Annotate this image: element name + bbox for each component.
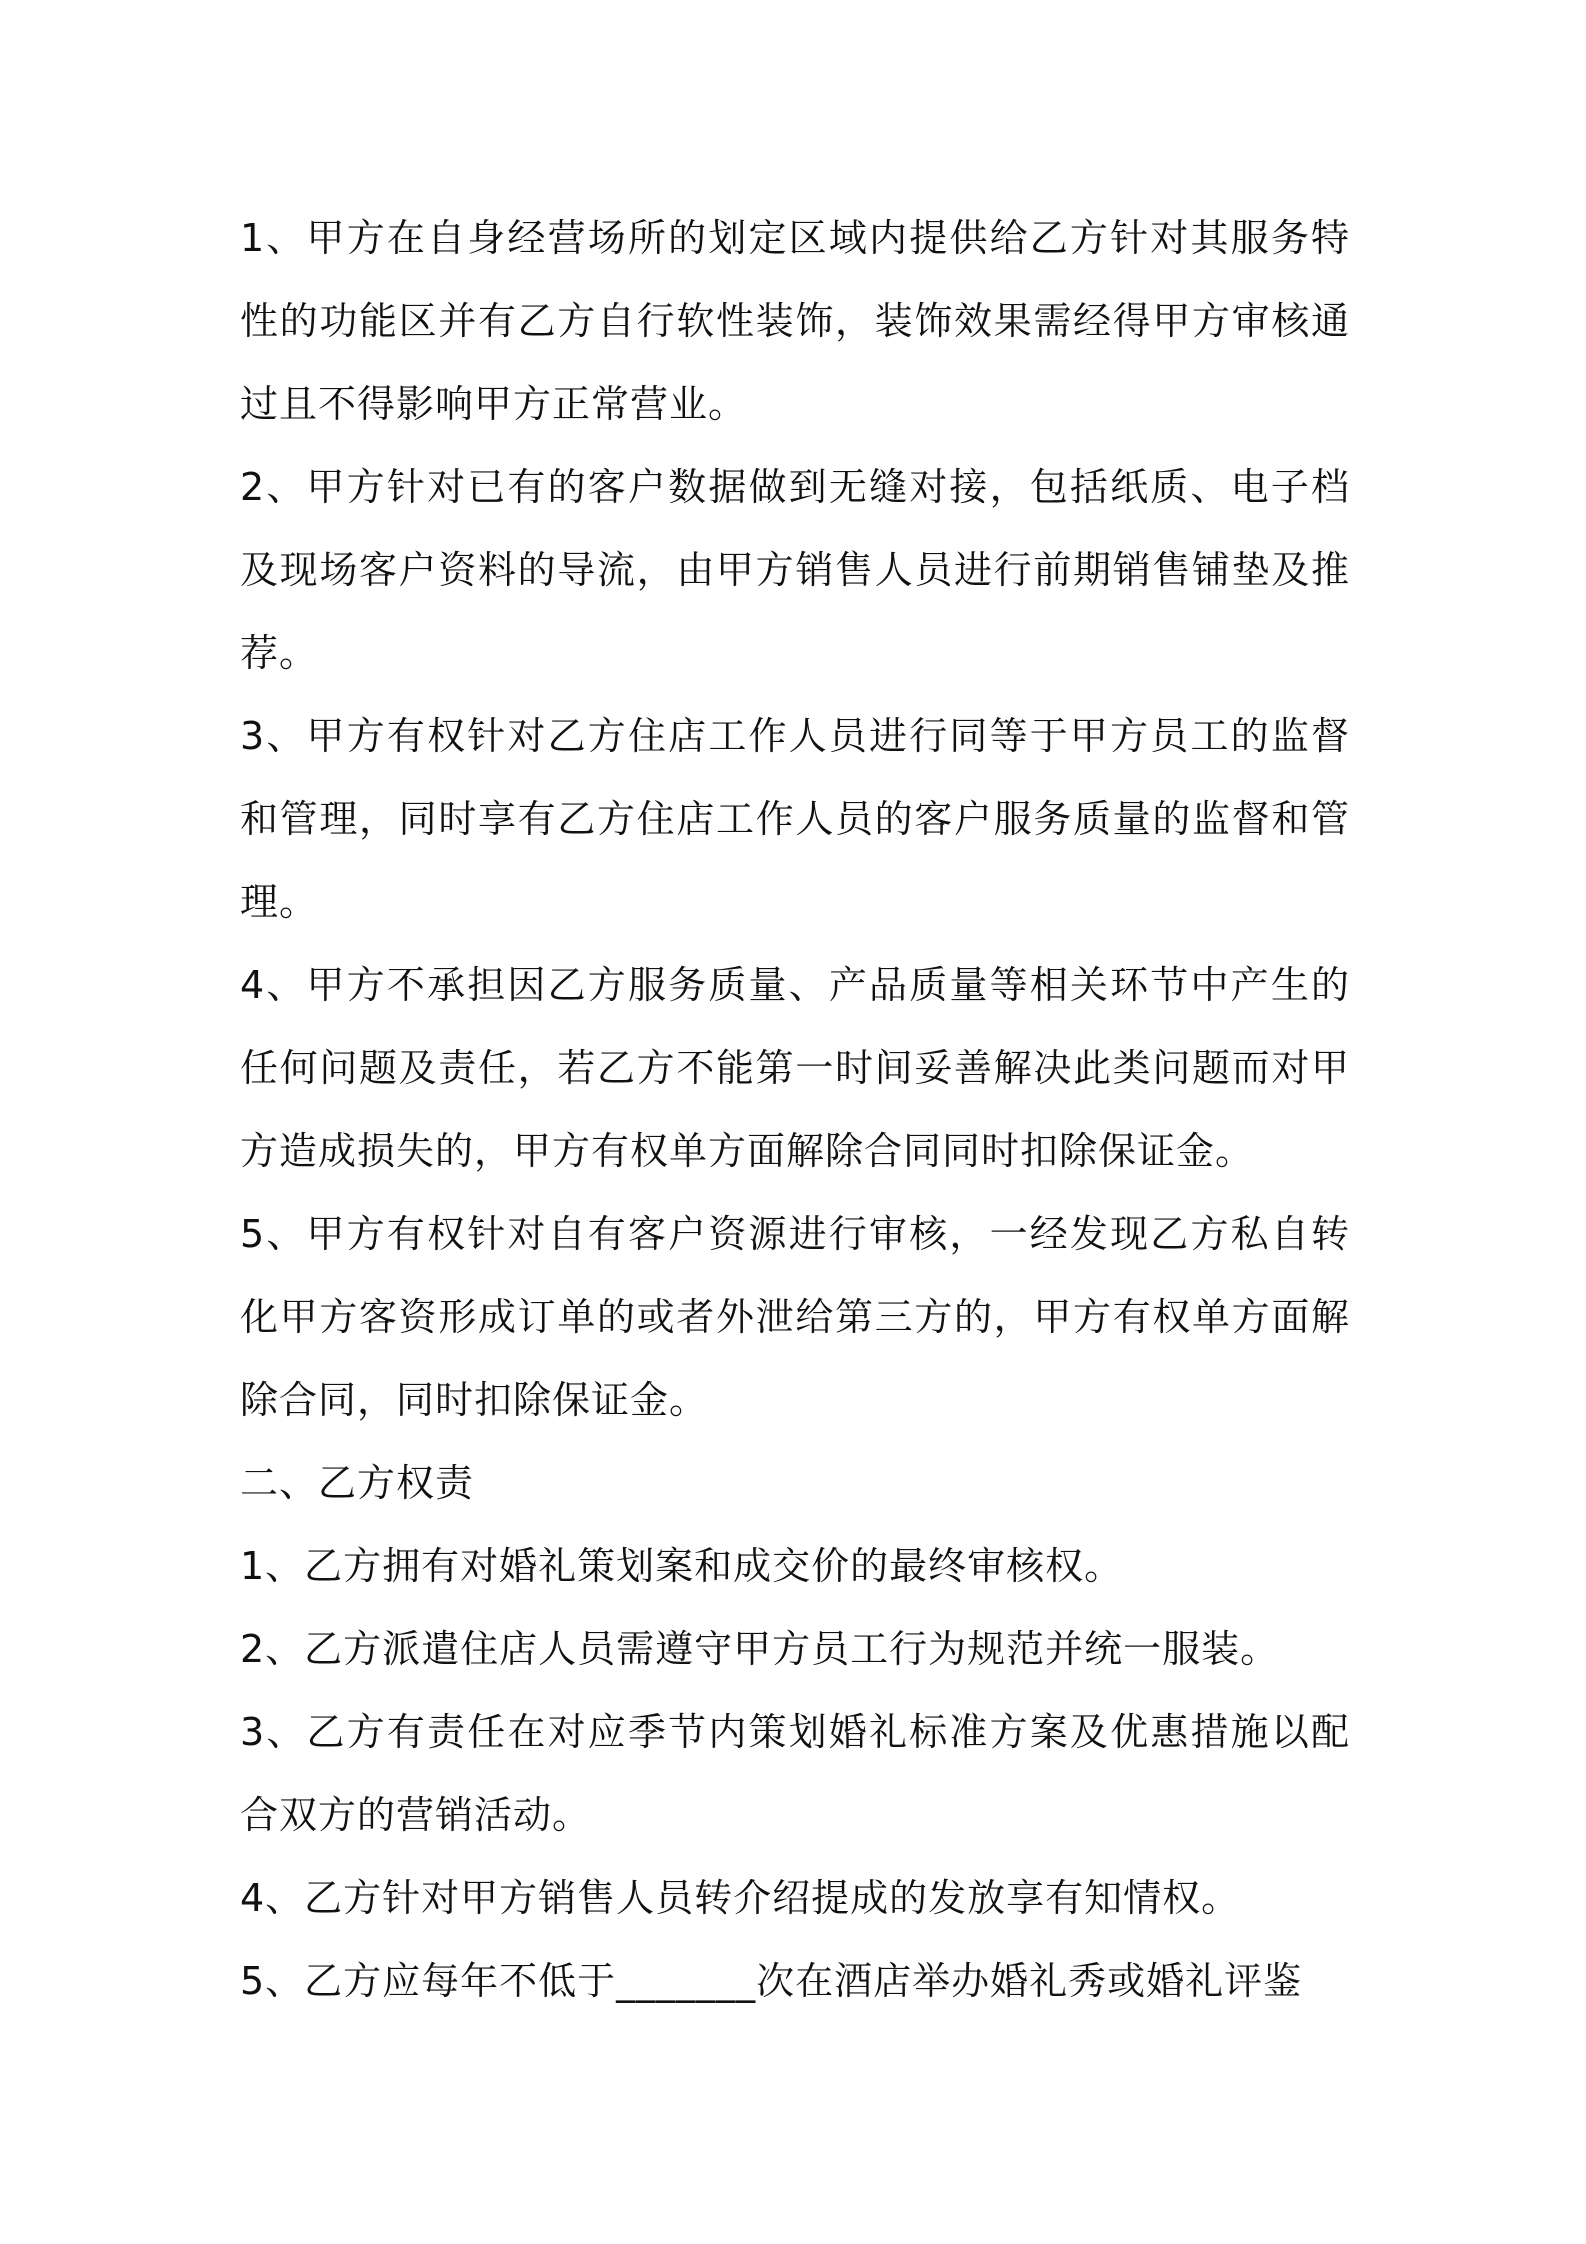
clause-a-2: 2、甲方针对已有的客户数据做到无缝对接，包括纸质、电子档及现场客户资料的导流，由甲方销售人员进行前期销售铺垫及推荐。 xyxy=(240,465,1350,675)
clause-a-4: 4、甲方不承担因乙方服务质量、产品质量等相关环节中产生的任何问题及责任，若乙方不能第一时间妥善解决此类问题而对甲方造成损失的，甲方有权单方面解除合同同时扣除保证金。 xyxy=(240,963,1350,1173)
clause-a-1: 1、甲方在自身经营场所的划定区域内提供给乙方针对其服务特性的功能区并有乙方自行软性装饰，装饰效果需经得甲方审核通过且不得影响甲方正常营业。 xyxy=(240,216,1350,426)
section-heading-party-b: 二、乙方权责 xyxy=(240,1461,475,1505)
clause-b-5: 5、乙方应每年不低于_______次在酒店举办婚礼秀或婚礼评鉴 xyxy=(240,1959,1303,2003)
clause-b-3: 3、乙方有责任在对应季节内策划婚礼标准方案及优惠措施以配合双方的营销活动。 xyxy=(240,1710,1350,1837)
document-body xyxy=(240,197,1350,2023)
clause-a-3: 3、甲方有权针对乙方住店工作人员进行同等于甲方员工的监督和管理，同时享有乙方住店工作人员的客户服务质量的监督和管理。 xyxy=(240,714,1350,924)
clause-b-1: 1、乙方拥有对婚礼策划案和成交价的最终审核权。 xyxy=(240,1544,1124,1588)
clause-b-4: 4、乙方针对甲方销售人员转介绍提成的发放享有知情权。 xyxy=(240,1876,1241,1920)
clause-a-5: 5、甲方有权针对自有客户资源进行审核，一经发现乙方私自转化甲方客资形成订单的或者外泄给第三方的，甲方有权单方面解除合同，同时扣除保证金。 xyxy=(240,1212,1350,1422)
clause-b-2: 2、乙方派遣住店人员需遵守甲方员工行为规范并统一服装。 xyxy=(240,1627,1280,1671)
